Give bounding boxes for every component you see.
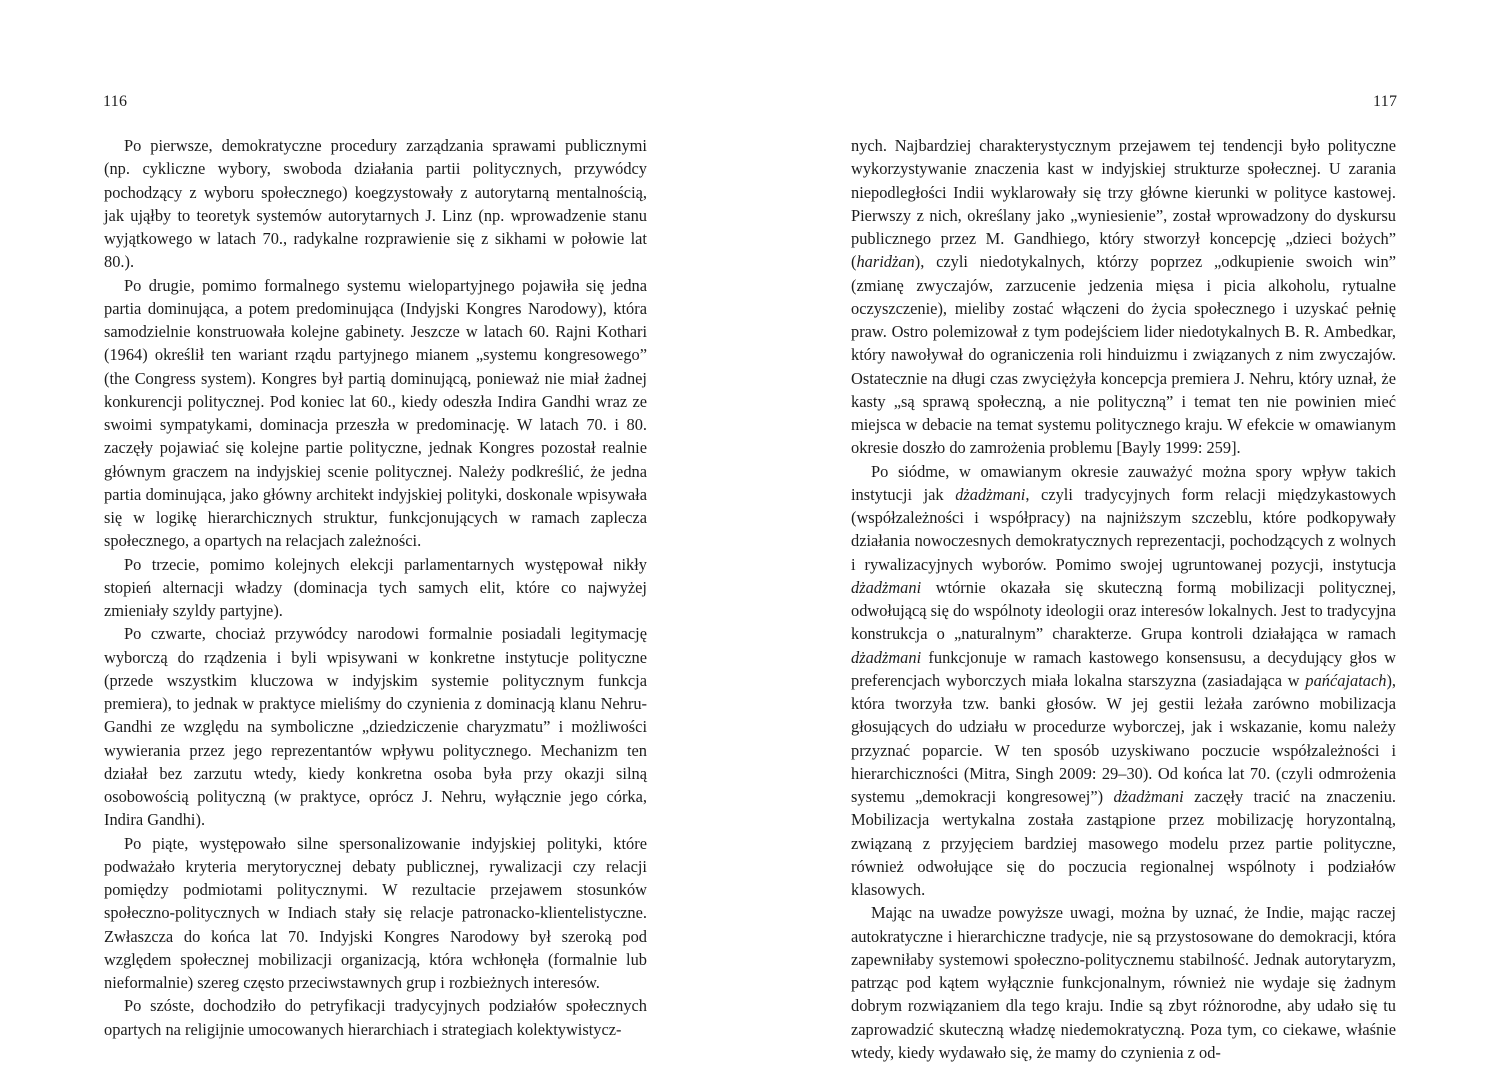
paragraph-first: Po pierwsze, demokratyczne procedury zarządzania sprawami publicznymi (np. cykliczne wybory, swoboda działania partii politycznych, przywódcy pochodzący z wyboru społecznego) koegzystowały z autorytarną mentalnością, jak ująłby to teoretyk systemów autorytarnych J. Linz (np. wprowadzenie stanu wyjątkowego w latach 70., radykalne rozprawienie się z sikhami w połowie lat 80.). [104,136,647,272]
paragraph-fourth: Po czwarte, chociaż przywódcy narodowi formalnie posiadali legitymację wyborczą do rządzenia i byli wpisywani w konkretne instytucje polityczne (przede wszystkim kluczowa w indyjskim systemie politycznym funkcja premiera), to jednak w praktyce mieliśmy do czynienia z dominacją klanu Nehru-Gandhi ze względu na symboliczne „dziedziczenie charyzmatu” i możliwości wywierania przez jego reprezentantów wpływu politycznego. Mechanizm ten działał bez zarzutu wtedy, kiedy konkretna osoba była przy okazji silną osobowością polityczną (w praktyce, oprócz J. Nehru, wyłącznie jego córka, Indira Gandhi). [104,624,647,830]
paragraph-continued [851,134,1396,460]
italic-term: dżadżmani [851,647,922,667]
paragraph-sixth: Po szóste, dochodziło do petryfikacji tradycyjnych podziałów społecznych opartych na religijnie umocowanych hierarchiach i strategiach kolektywistycz- [104,996,647,1039]
italic-term: haridżan [856,252,915,272]
italic-term: dżadżmani [851,577,922,597]
text-run: nych. Najbardziej charakterystycznym przejawem tej tendencji było polityczne wykorzystywanie znaczenia kast w indyjskiej strukturze społecznej. U zarania niepodległości Indii wyklarowały się trzy główne kierunki w polityce kastowej. Pierwszy z nich, określany jako „wyniesienie”, został wprowadzony do dyskursu publicznego przez M. Gandhiego, który stworzył koncepcję „dzieci bożych” ( [851,136,1396,272]
paragraph-seventh [851,460,1396,902]
text-run: wtórnie okazała się skuteczną formą mobilizacji politycznej, odwołującą się do wspólnoty ideologii oraz interesów lokalnych. Jest to tradycyjna konstrukcja o „naturalnym” charakterze. Grupa kontroli działająca w ramach [851,577,1396,644]
italic-term: dżadżmani [1113,787,1184,806]
text-run: Po siódme, w omawianym okresie zauważyć można spory wpływ takich instytucji jak [851,461,1396,504]
paragraph-third: Po trzecie, pomimo kolejnych elekcji parlamentarnych występował nikły stopień alternacji władzy (dominacja tych samych elit, które co najwyżej zmieniały szyldy partyjne). [104,554,647,620]
text-run: ), czyli niedotykalnych, którzy poprzez „odkupienie swoich win” (zmianę zwyczajów, zarzucenie jedzenia mięsa i picia alkoholu, rytualne oczyszczenie), mieliby zostać włączeni do życia społecznego i uzyskać pełnię praw. Ostro polemizował z tym podejściem lider niedotykalnych B. R. Ambedkar, który nawoływał do ograniczenia roli hinduizmu i związanych z nim zwyczajów. Ostatecznie na długi czas zwyciężyła koncepcja premiera J. Nehru, który uznał, że kasty „są sprawą społeczną, a nie polityczną” i temat ten nie powinien mieć miejsca w debacie na temat systemu politycznego kraju. W efekcie w omawianym okresie doszło do zamrożenia problemu [Bayly 1999: 259]. [851,252,1396,458]
paragraph-second: Po drugie, pomimo formalnego systemu wielopartyjnego pojawiła się jedna partia dominująca, a potem predominująca (Indyjski Kongres Narodowy), która samodzielnie konstruowała kolejne gabinety. Jeszcze w latach 60. Rajni Kothari (1964) określił ten wariant rządu partyjnego mianem „systemu kongresowego” (the Congress system). Kongres był partią dominującą, ponieważ nie miał żadnej konkurencji politycznej. Pod koniec lat 60., kiedy odeszła Indira Gandhi wraz ze swoimi sympatykami, dominacja przeszła w predominację. W latach 70. i 80. zaczęły pojawiać się kolejne partie polityczne, jednak Kongres pozostał realnie głównym graczem na indyjskiej scenie politycznej. Należy podkreślić, że jedna partia dominująca, jako główny architekt indyjskiej polityki, doskonale wpisywała się w logikę hierarchicznych struktur, funkcjonujących w ramach zaplecza społecznego, a opartych na relacjach zależności. [104,275,647,551]
text-run: zaczęły tracić na znaczeniu. Mobilizacja wertykalna została zastąpione przez mobilizację horyzontalną, związaną z przyjęciem bardziej masowego modelu przez partie polityczne, również odwołujące się do poczucia regionalnej wspólnoty i podziałów klasowych. [851,787,1396,899]
paragraph-conclusion: Mając na uwadze powyższe uwagi, można by uznać, że Indie, mając raczej autokratyczne i hierarchiczne tradycje, nie są przystosowane do demokracji, która zapewniłaby systemowi społeczno-politycznemu stabilność. Jednak autorytaryzm, patrząc pod kątem wyłącznie funkcjonalnym, również nie wydaje się żadnym dobrym rozwiązaniem dla tego kraju. Indie są zbyt różnorodne, aby udało się tu zaprowadzić skuteczną władzę niedemokratyczną. Poza tym, co ciekawe, właśnie wtedy, kiedy wydawało się, że mamy do czynienia z od- [851,903,1396,1062]
italic-term: pańćajatach [1305,670,1387,690]
text-run: ), która tworzyła tzw. banki głosów. W jej gestii leżała zarówno mobilizacja głosujących do udziału w procedurze wyborczej, jak i wskazanie, komu należy przyznać poparcie. W ten sposób uzyskiwano poczucie współzależności i hierarchiczności (Mitra, Singh 2009: 29–30). Od końca lat 70. (czyli odmrożenia systemu „demokracji kongresowej”) [851,670,1396,806]
text-run: funkcjonuje w ramach kastowego konsensusu, a decydujący głos w preferencjach wyborczych miała lokalna starszyzna (zasiadająca w [851,647,1396,690]
left-page-text [104,134,647,1041]
left-page-number: 116 [103,93,128,110]
right-page-number: 117 [1373,93,1398,110]
text-run: , czyli tradycyjnych form relacji międzykastowych (współzależności i współpracy) na najniższym szczeblu, które podkopywały działania nowoczesnych demokratycznych reprezentacji, pochodzących z wolnych i rywalizacyjnych wyborów. Pomimo swojej ugruntowanej pozycji, instytucja [851,484,1396,574]
right-page-text [851,134,1396,1064]
italic-term: dżadżmani [955,484,1026,504]
paragraph-fifth: Po piąte, występowało silne spersonalizowanie indyjskiej polityki, które podważało kryteria merytorycznej debaty publicznej, rywalizacji czy relacji pomiędzy podmiotami politycznymi. W rezultacie przejawem stosunków społeczno-politycznych w Indiach stały się relacje patronacko-klientelistyczne. Zwłaszcza do końca lat 70. Indyjski Kongres Narodowy był szeroką pod względem społecznej mobilizacji organizacją, która wchłonęła (formalnie lub nieformalnie) szereg często przeciwstawnych grup i rozbieżnych interesów. [104,833,647,992]
